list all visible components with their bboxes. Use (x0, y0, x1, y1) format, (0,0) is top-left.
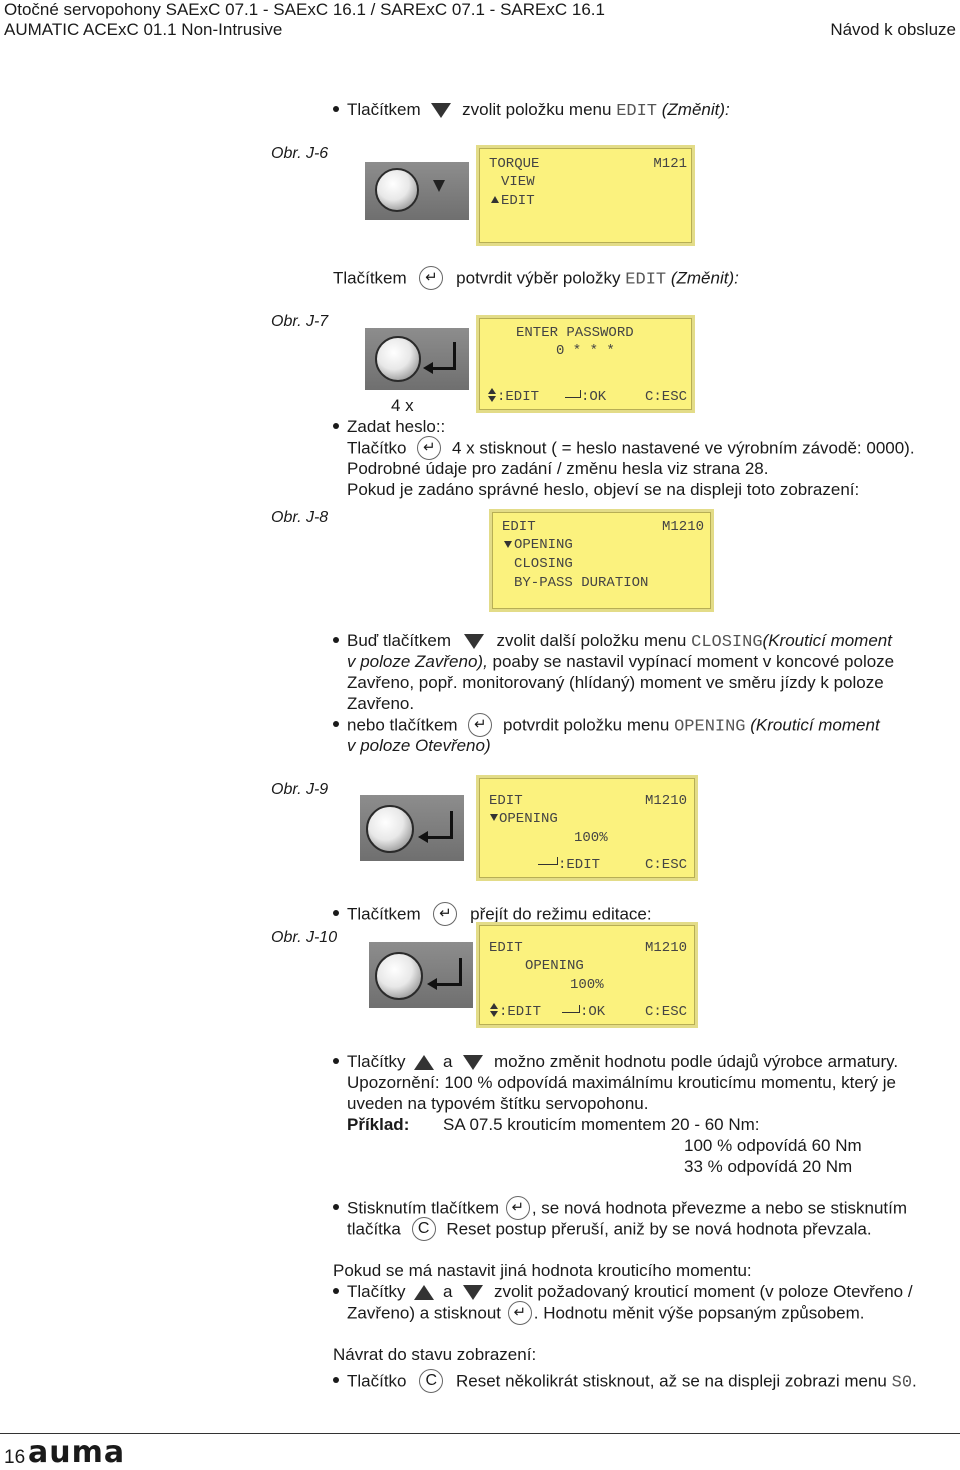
enter-icon (418, 831, 428, 843)
arrow-up-icon (490, 1003, 498, 1009)
step-edit-mode: Tlačítkem ↵ přejít do režimu editace: (333, 903, 652, 927)
arrow-down-icon (433, 180, 445, 192)
arrow-up-icon (491, 196, 499, 203)
step-back: Tlačítko C Reset několikrát stisknout, až se na displeji zobrazi menu S0. (333, 1370, 917, 1394)
header-subtitle: AUMATIC ACExC 01.1 Non-Intrusive (4, 20, 283, 39)
enter-arrow-stem (453, 342, 456, 370)
password-title: Zadat heslo:: (333, 416, 445, 437)
c-key-icon: C (419, 1369, 443, 1393)
arrow-down-icon (463, 1285, 483, 1300)
arrow-up-icon (488, 388, 496, 394)
step-confirm-edit: Tlačítkem ↵ potvrdit výběr položky EDIT (Změnit): (333, 267, 739, 291)
choice-opening-line2: v poloze Otevřeno) (347, 736, 491, 755)
device-button-photo (365, 328, 469, 390)
lcd-display: ENTER PASSWORD 0 * * * :EDIT :OK C:ESC (479, 318, 692, 410)
enter-icon (562, 1012, 580, 1013)
other-line2: Zavřeno) a stisknout ↵ . Hodnotu měnit výše popsaným způsobem. (347, 1302, 864, 1326)
enter-arrow-stem (459, 958, 462, 986)
step-confirm-value: Stisknutím tlačítkem ↵ , se nová hodnota převezme a nebo se stisknutím (333, 1197, 907, 1221)
choice-opening: nebo tlačítkem ↵ potvrdit položku menu OPENING (Krouticí moment (333, 714, 880, 738)
step-other-value: Tlačítky a zvolit požadovaný krouticí moment (v poloze Otevřeno / (333, 1281, 913, 1302)
figure-label: Obr. J-7 (271, 313, 329, 330)
example-text: SA 07.5 krouticím momentem 20 - 60 Nm: (443, 1115, 760, 1134)
auma-logo: auma (28, 1435, 126, 1470)
page-number: 16 (4, 1447, 26, 1468)
enter-key-icon: ↵ (506, 1196, 530, 1220)
arrow-down-icon (504, 541, 512, 548)
figure-label: Obr. J-6 (271, 145, 329, 162)
device-button-photo (369, 942, 473, 1008)
enter-key-icon: ↵ (417, 436, 441, 460)
arrow-down-icon (490, 1011, 498, 1017)
knob (375, 336, 421, 382)
count-label: 4 x (391, 396, 414, 415)
choice-closing-line2: v poloze Zavřeno), poaby se nastavil vypínací moment v koncové poloze (347, 652, 895, 671)
knob (375, 168, 419, 212)
step-change-value: Tlačítky a možno změnit hodnotu podle údajů výrobce armatury. (333, 1051, 898, 1072)
change-note: Upozornění: 100 % odpovídá maximálnímu krouticímu momentu, který je (347, 1073, 896, 1092)
arrow-up-icon (414, 1055, 434, 1070)
password-line3: Pokud je zadáno správné heslo, objeví se na displeji toto zobrazení: (347, 480, 860, 499)
enter-key-icon: ↵ (433, 902, 457, 926)
confirm-line2: tlačítka C Reset postup přeruší, aniž by se nová hodnota převzala. (347, 1218, 872, 1242)
enter-icon (423, 362, 433, 374)
enter-key-icon: ↵ (508, 1301, 532, 1325)
bullet (333, 106, 339, 112)
enter-icon (427, 978, 437, 990)
enter-arrow-stem (450, 811, 453, 839)
c-key-icon: C (412, 1217, 436, 1241)
change-note-2: uveden na typovém štítku servopohonu. (347, 1094, 649, 1113)
choice-closing: Buď tlačítkem zvolit další položku menu CLOSING(Krouticí moment (333, 630, 892, 653)
bullet (333, 637, 339, 643)
back-title: Návrat do stavu zobrazení: (333, 1345, 537, 1364)
password-line2: Podrobné údaje pro zadání / změnu hesla viz strana 28. (347, 459, 769, 478)
example-line3: 33 % odpovídá 20 Nm (684, 1157, 853, 1176)
bullet (333, 721, 339, 727)
figure-label: Obr. J-10 (271, 929, 338, 946)
choice-closing-line3: Zavřeno, popř. monitorovaný (hlídaný) moment ve směru jízdy k poloze (347, 673, 884, 692)
figure-label: Obr. J-9 (271, 781, 329, 798)
example-line2: 100 % odpovídá 60 Nm (684, 1136, 862, 1155)
example-label: Příklad: (347, 1115, 410, 1134)
lcd-display: EDIT M1210 OPENING CLOSING BY-PASS DURATION (492, 512, 711, 609)
knob (366, 805, 414, 853)
arrow-up-icon (414, 1285, 434, 1300)
lcd-display: EDIT M1210 OPENING 100% :EDIT C:ESC (479, 778, 695, 878)
bullet (333, 1288, 339, 1294)
enter-icon (538, 864, 558, 865)
lcd-display: EDIT M1210 OPENING 100% :EDIT :OK C:ESC (479, 925, 695, 1025)
bullet (333, 423, 339, 429)
bullet (333, 1377, 339, 1383)
enter-arrow-bar (431, 367, 456, 370)
header-right: Návod k obsluze (830, 20, 956, 39)
device-button-photo (365, 162, 469, 220)
enter-key-icon: ↵ (468, 713, 492, 737)
arrow-down-icon (490, 814, 498, 821)
other-title: Pokud se má nastavit jiná hodnota krouticího momentu: (333, 1261, 752, 1280)
password-line1: Tlačítko ↵ 4 x stisknout ( = heslo nastavené ve výrobním závodě: 0000). (347, 437, 915, 461)
arrow-down-icon (431, 103, 451, 118)
arrow-down-icon (488, 396, 496, 402)
step-select-edit: Tlačítkem zvolit položku menu EDIT (Změnit): (333, 99, 730, 122)
choice-closing-line4: Zavřeno. (347, 694, 415, 713)
footer-rule (0, 1433, 960, 1434)
enter-key-icon: ↵ (419, 266, 443, 290)
bullet (333, 910, 339, 916)
bullet (333, 1204, 339, 1210)
arrow-down-icon (464, 634, 484, 649)
figure-label: Obr. J-8 (271, 509, 329, 526)
device-button-photo (360, 795, 464, 861)
bullet (333, 1058, 339, 1064)
enter-arrow-bar (426, 836, 453, 839)
lcd-display: TORQUE M121 VIEW EDIT (479, 148, 692, 243)
enter-arrow-bar (435, 983, 462, 986)
arrow-down-icon (463, 1055, 483, 1070)
header-title: Otočné servopohony SAExC 07.1 - SAExC 16.1 / SARExC 07.1 - SARExC 16.1 (4, 0, 605, 19)
enter-icon (565, 397, 581, 398)
knob (375, 952, 423, 1000)
